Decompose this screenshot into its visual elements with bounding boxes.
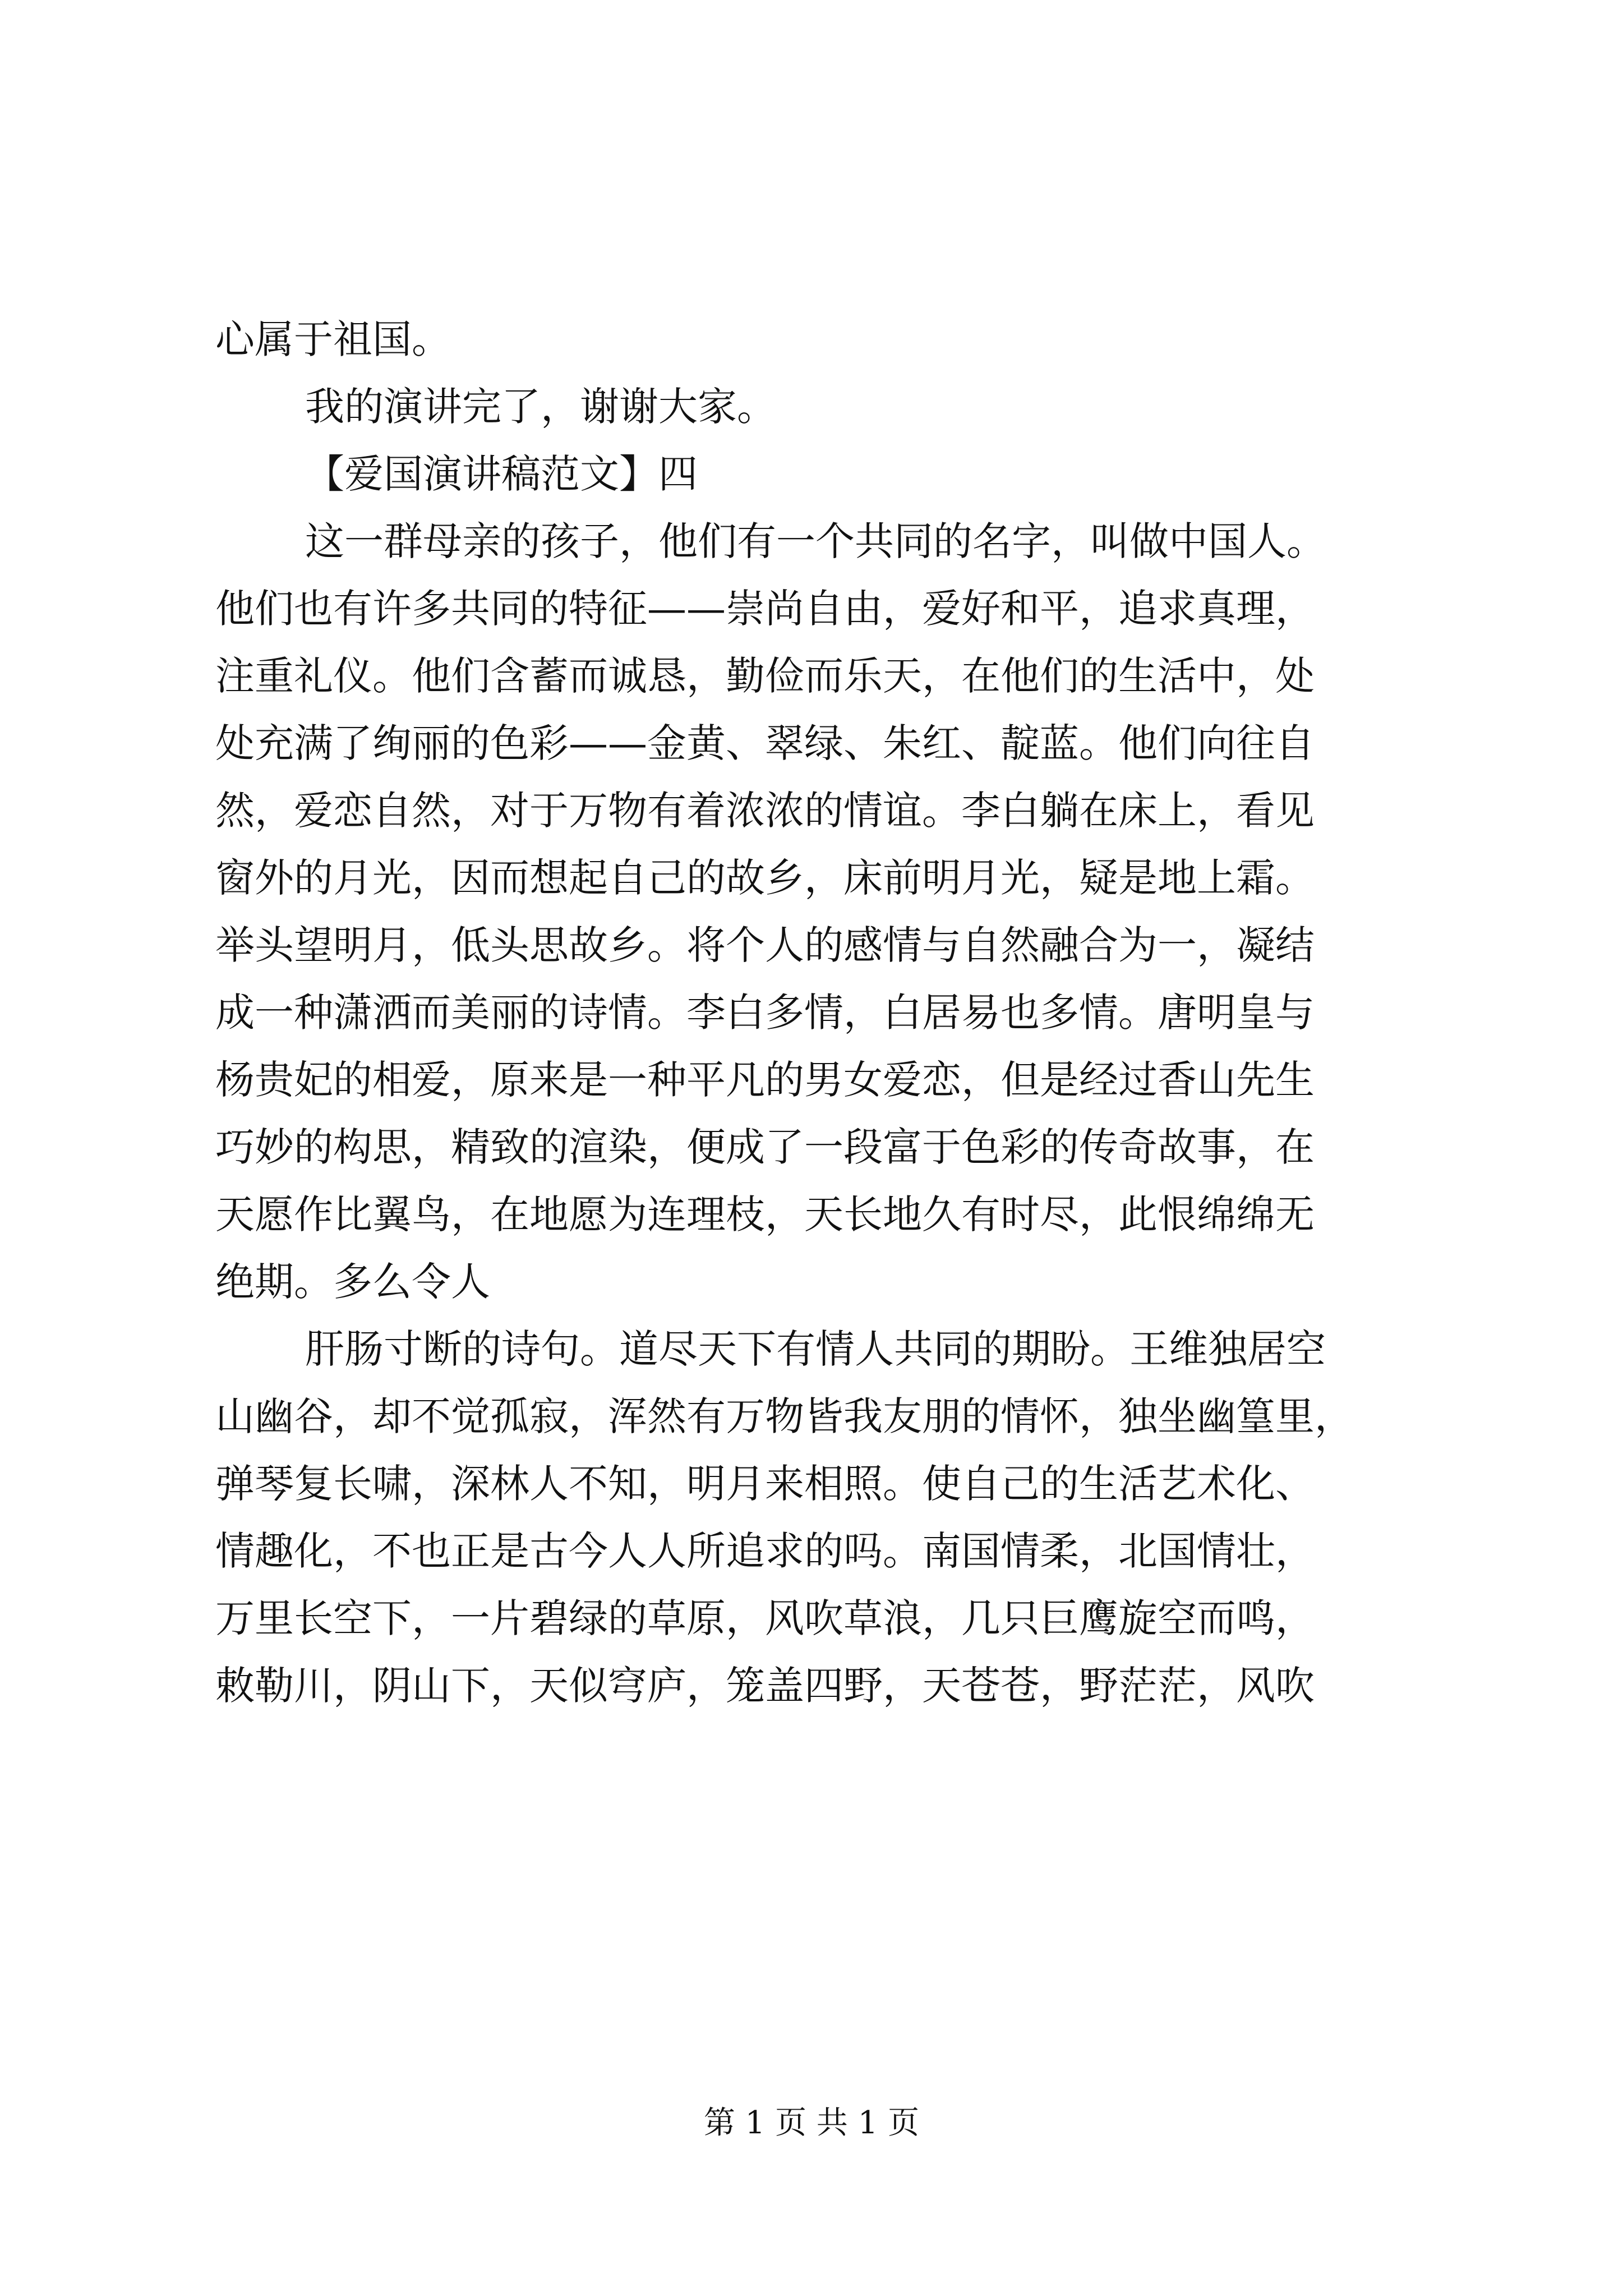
text-line: 这一群母亲的孩子，他们有一个共同的名字，叫做中国人。 — [305, 518, 1326, 564]
text-line: 情趣化，不也正是古今人人所追求的吗。南国情柔，北国情壮， — [215, 1528, 1315, 1574]
section-heading: 【爱国演讲稿范文】四 — [305, 451, 698, 497]
text-line: 天愿作比翼鸟，在地愿为连理枝，天长地久有时尽，此恨绵绵无 — [215, 1191, 1315, 1237]
text-line: 杨贵妃的相爱，原来是一种平凡的男女爱恋，但是经过香山先生 — [215, 1057, 1315, 1103]
text-line: 心属于祖国。 — [215, 316, 451, 362]
text-line: 绝期。多么令人 — [215, 1259, 490, 1305]
text-line: 山幽谷，却不觉孤寂，浑然有万物皆我友朋的情怀，独坐幽篁里， — [215, 1393, 1354, 1439]
text-line: 我的演讲完了，谢谢大家。 — [305, 384, 776, 430]
text-line: 成一种潇洒而美丽的诗情。李白多情，白居易也多情。唐明皇与 — [215, 990, 1315, 1036]
text-line: 他们也有许多共同的特征——崇尚自由，爱好和平，追求真理， — [215, 586, 1315, 632]
page-number-footer: 第 1 页 共 1 页 — [703, 2105, 920, 2141]
text-line: 举头望明月，低头思故乡。将个人的感情与自然融合为一，凝结 — [215, 922, 1315, 968]
text-line: 处充满了绚丽的色彩——金黄、翠绿、朱红、靛蓝。他们向往自 — [215, 720, 1315, 766]
text-line: 肝肠寸断的诗句。道尽天下有情人共同的期盼。王维独居空 — [305, 1326, 1326, 1372]
text-line: 然，爱恋自然，对于万物有着浓浓的情谊。李白躺在床上，看见 — [215, 788, 1315, 834]
text-line: 窗外的月光，因而想起自己的故乡，床前明月光，疑是地上霜。 — [215, 855, 1315, 901]
text-line: 万里长空下，一片碧绿的草原，风吹草浪，几只巨鹰旋空而鸣， — [215, 1595, 1315, 1641]
text-line: 弹琴复长啸，深林人不知，明月来相照。使自己的生活艺术化、 — [215, 1461, 1315, 1507]
text-line: 注重礼仪。他们含蓄而诚恳，勤俭而乐天，在他们的生活中，处 — [215, 653, 1315, 699]
text-line: 敕勒川，阴山下，天似穹庐，笼盖四野，天苍苍，野茫茫，风吹 — [215, 1663, 1315, 1709]
text-line: 巧妙的构思，精致的渲染，便成了一段富于色彩的传奇故事，在 — [215, 1124, 1315, 1170]
